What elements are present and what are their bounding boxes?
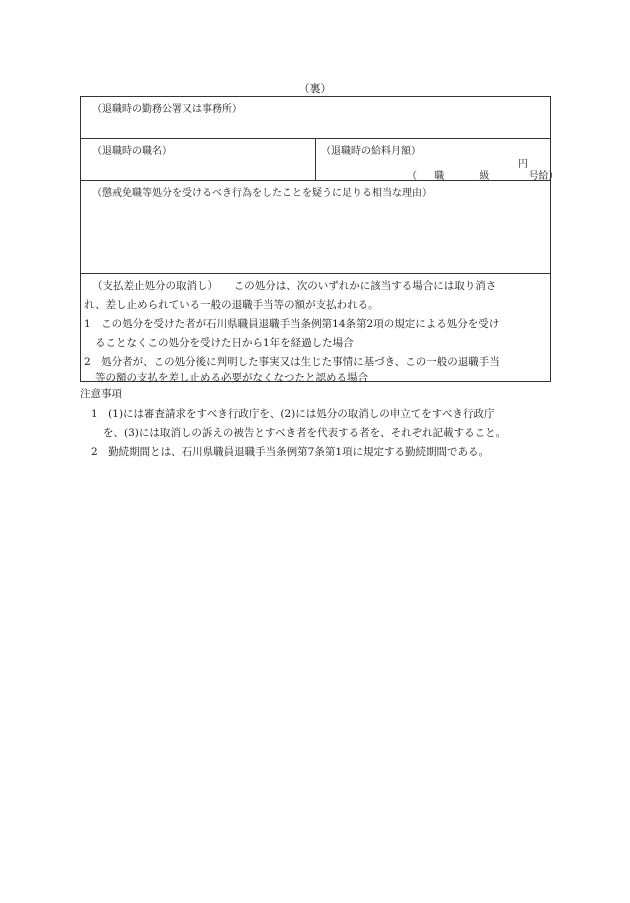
grade-shoku: 職	[434, 171, 445, 182]
grade-kyu: 級	[479, 171, 490, 182]
grade-line	[407, 167, 559, 182]
column-divider	[315, 139, 316, 180]
revocation-line: （支払差止処分の取消し） この処分は、次のいずれかに該当する場合には取り消さ	[92, 280, 497, 292]
salary-label: （退職時の給料月額）	[321, 146, 421, 157]
revocation-line: ることなくこの処分を受けた日から1年を経過した場合	[95, 337, 354, 349]
workplace-label: （退職時の勤務公署又は事務所）	[92, 104, 242, 115]
reason-label: （懲戒免職等処分を受けるべき行為をしたことを疑うに足りる相当な理由）	[92, 188, 432, 199]
page-title: （裏）	[298, 82, 332, 95]
note-item: 1 (1)には審査請求をすべき行政庁を、(2)には処分の取消しの申立てをすべき行政庁	[91, 408, 495, 420]
workplace-row	[81, 97, 550, 139]
salary-unit: 円	[518, 159, 528, 170]
revocation-line: 1 この処分を受けた者が石川県職員退職手当条例第14条第2項の規定による処分を受け	[84, 318, 500, 330]
reason-row	[81, 181, 550, 274]
grade-open: （	[407, 171, 417, 182]
revocation-line: 2 処分者が、この処分後に判明した事実又は生じた事情に基づき、この一般の退職手当	[84, 356, 500, 368]
position-label: （退職時の職名）	[92, 146, 172, 157]
form-table	[80, 96, 559, 384]
grade-gokyu: 号給）	[528, 171, 559, 182]
revocation-section	[81, 274, 550, 383]
note-item: 2 勤続期間とは、石川県職員退職手当条例第7条第1項に規定する勤続期間である。	[91, 446, 490, 458]
position-salary-row	[81, 139, 559, 182]
notes-title: 注意事項	[80, 388, 122, 400]
revocation-line: 等の額の支払を差し止める必要がなくなつたと認める場合	[95, 372, 368, 384]
revocation-line: れ、差し止められている一般の退職手当等の額が支払われる。	[84, 299, 379, 311]
note-item: を、(3)には取消しの訴えの被告とすべき者を代表する者を、それぞれ記載すること。	[103, 427, 507, 439]
